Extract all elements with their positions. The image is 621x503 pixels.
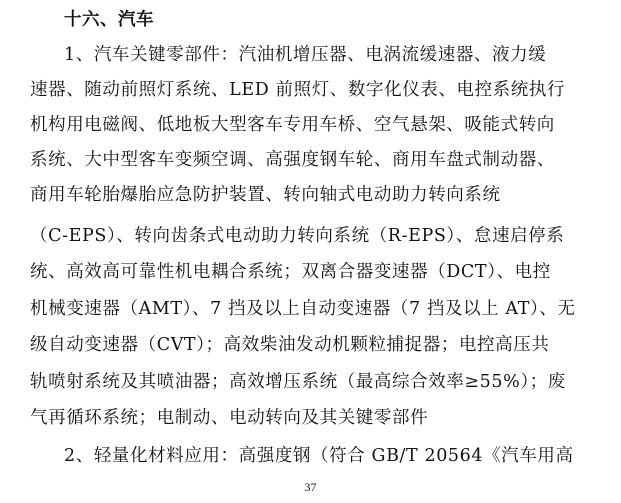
paragraph-1-line-2: 速器、随动前照灯系统、LED 前照灯、数字化仪表、电控系统执行 — [30, 80, 566, 100]
paragraph-1-line-3: 机构用电磁阀、低地板大型客车专用车桥、空气悬架、吸能式转向 — [30, 115, 555, 135]
paragraph-1-line-1: 1、汽车关键零部件：汽油机增压器、电涡流缓速器、液力缓 — [64, 45, 547, 65]
paragraph-1-line-8: 机械变速器（AMT）、7 挡及以上自动变速器（7 挡及以上 AT）、无 — [30, 299, 576, 319]
paragraph-2-line-1: 2、轻量化材料应用：高强度钢（符合 GB/T 20564《汽车用高 — [64, 446, 574, 466]
paragraph-1-line-6: （C-EPS）、转向齿条式电动助力转向系统（R-EPS）、怠速启停系 — [30, 226, 565, 246]
paragraph-1-line-5: 商用车轮胎爆胎应急防护装置、转向轴式电动助力转向系统 — [30, 185, 501, 205]
paragraph-1-line-10: 轨喷射系统及其喷油器；高效增压系统（最高综合效率≥55%）；废 — [30, 372, 566, 392]
paragraph-1-line-11: 气再循环系统；电制动、电动转向及其关键零部件 — [30, 408, 429, 428]
page-number: 37 — [304, 480, 317, 494]
paragraph-1-line-9: 级自动变速器（CVT）；高效柴油发动机颗粒捕捉器；电控高压共 — [30, 335, 550, 355]
paragraph-1-line-7: 统、高效高可靠性机电耦合系统；双离合器变速器（DCT）、电控 — [30, 262, 551, 282]
section-heading: 十六、汽车 — [64, 10, 154, 30]
paragraph-1-line-4: 系统、大中型客车变频空调、高强度钢车轮、商用车盘式制动器、 — [30, 150, 555, 170]
